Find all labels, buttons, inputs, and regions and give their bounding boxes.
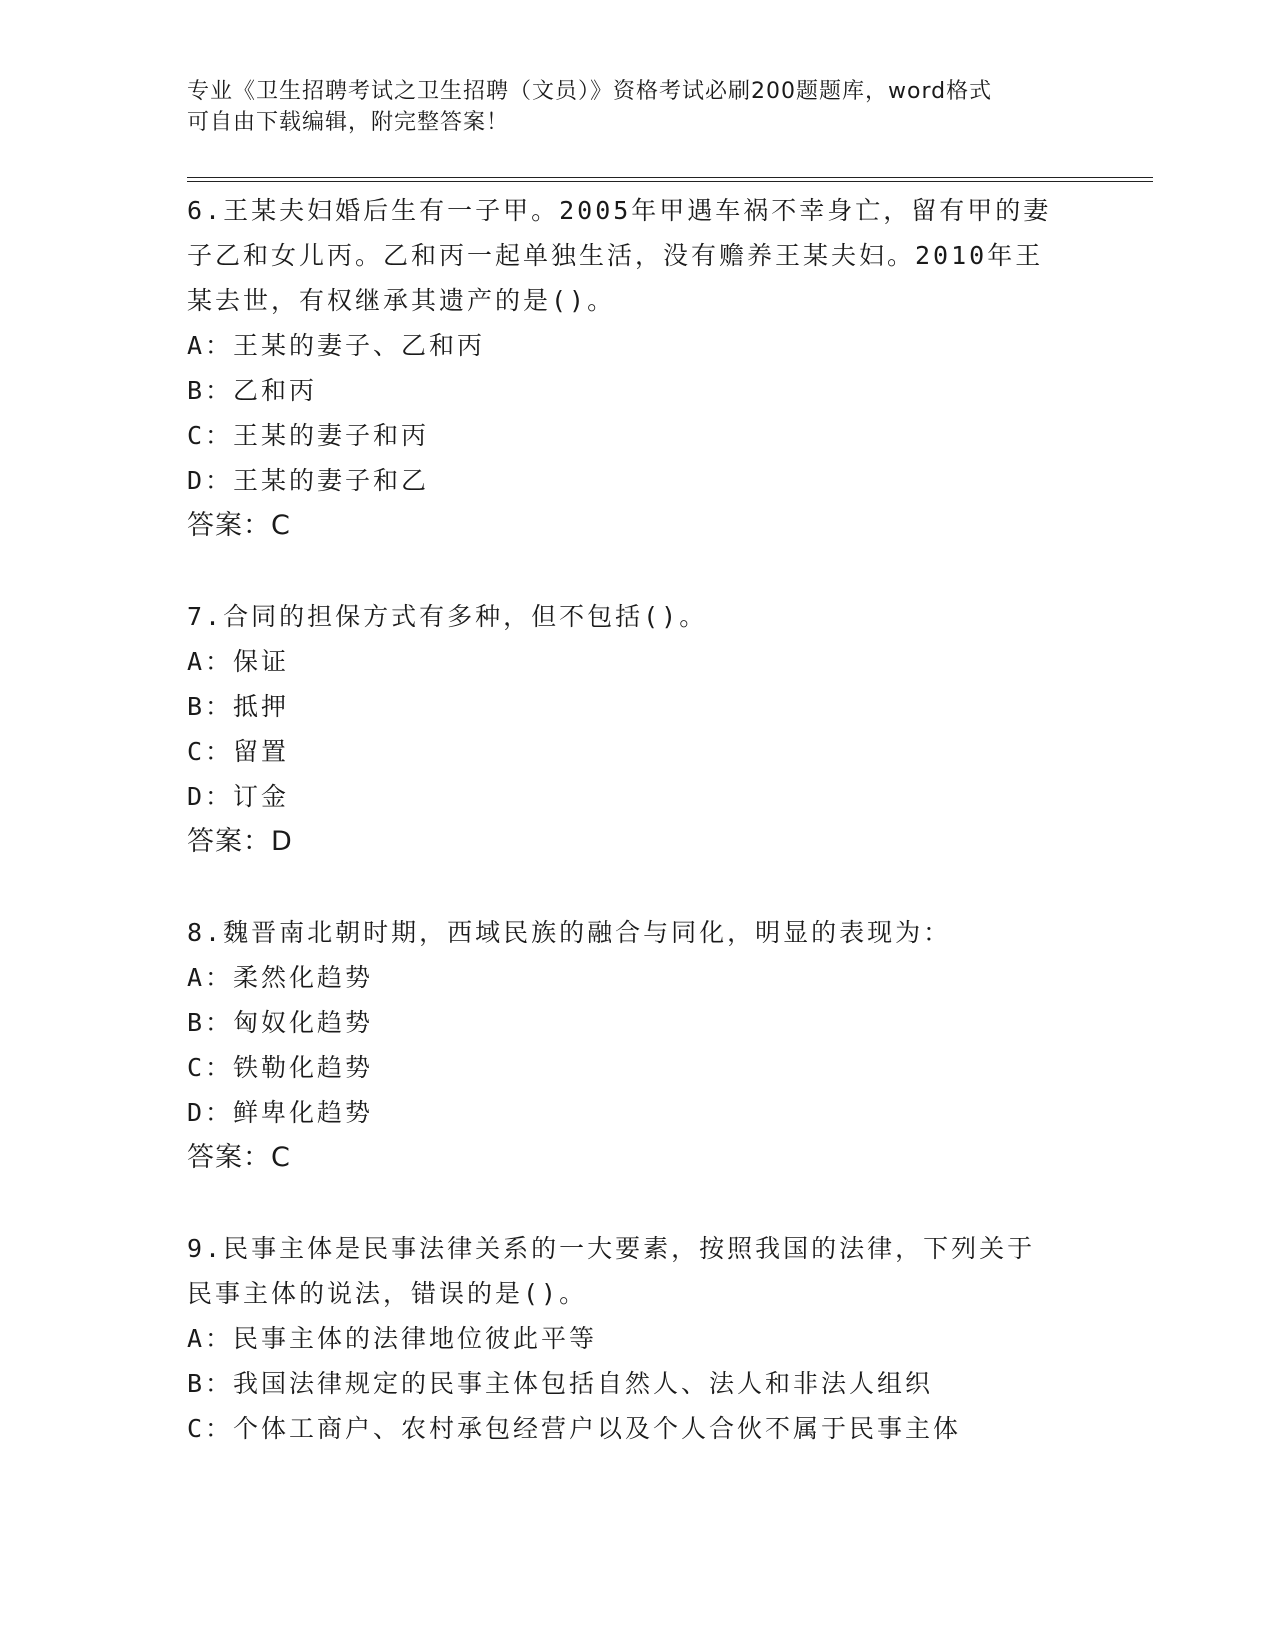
question-stem-line: 民事主体的说法，错误的是()。 xyxy=(187,1279,588,1308)
document-header xyxy=(187,76,1087,138)
option-d: D：订金 xyxy=(187,782,290,811)
question-stem-line: 子乙和女儿丙。乙和丙一起单独生活，没有赡养王某夫妇。2010年王 xyxy=(187,241,1044,270)
answer-line: 答案：C xyxy=(187,510,291,541)
question-stem xyxy=(187,594,1087,639)
header-divider xyxy=(187,177,1153,182)
option-a: A：柔然化趋势 xyxy=(187,963,374,992)
question-list xyxy=(187,188,1087,1497)
option-c: C：个体工商户、农村承包经营户以及个人合伙不属于民事主体 xyxy=(187,1414,962,1443)
question-stem xyxy=(187,188,1087,323)
option-d: D：王某的妻子和乙 xyxy=(187,466,430,495)
option-b: B：乙和丙 xyxy=(187,376,318,405)
question-stem-line: 6.王某夫妇婚后生有一子甲。2005年甲遇车祸不幸身亡，留有甲的妻 xyxy=(187,196,1052,225)
answer-line: 答案：C xyxy=(187,1142,291,1173)
option-a: A：保证 xyxy=(187,647,290,676)
question-stem-line: 9.民事主体是民事法律关系的一大要素，按照我国的法律，下列关于 xyxy=(187,1234,1036,1263)
option-a: A：民事主体的法律地位彼此平等 xyxy=(187,1324,598,1353)
option-c: C：铁勒化趋势 xyxy=(187,1053,374,1082)
header-line-1: 专业《卫生招聘考试之卫生招聘（文员）》资格考试必刷200题题库，word格式 xyxy=(187,79,993,104)
answer-line: 答案：D xyxy=(187,826,293,857)
question-stem xyxy=(187,1226,1087,1316)
question-stem-line: 7.合同的担保方式有多种，但不包括()。 xyxy=(187,602,708,631)
question-7 xyxy=(187,594,1087,864)
question-stem-line: 8.魏晋南北朝时期，西域民族的融合与同化，明显的表现为： xyxy=(187,918,952,947)
option-c: C：留置 xyxy=(187,737,290,766)
question-stem xyxy=(187,910,1087,955)
option-c: C：王某的妻子和丙 xyxy=(187,421,430,450)
option-b: B：匈奴化趋势 xyxy=(187,1008,374,1037)
option-d: D：鲜卑化趋势 xyxy=(187,1098,374,1127)
question-8 xyxy=(187,910,1087,1180)
option-b: B：抵押 xyxy=(187,692,290,721)
question-stem-line: 某去世，有权继承其遗产的是()。 xyxy=(187,286,616,315)
question-9 xyxy=(187,1226,1087,1451)
option-b: B：我国法律规定的民事主体包括自然人、法人和非法人组织 xyxy=(187,1369,934,1398)
option-a: A：王某的妻子、乙和丙 xyxy=(187,331,486,360)
question-6 xyxy=(187,188,1087,548)
header-line-2: 可自由下载编辑，附完整答案！ xyxy=(187,110,510,135)
